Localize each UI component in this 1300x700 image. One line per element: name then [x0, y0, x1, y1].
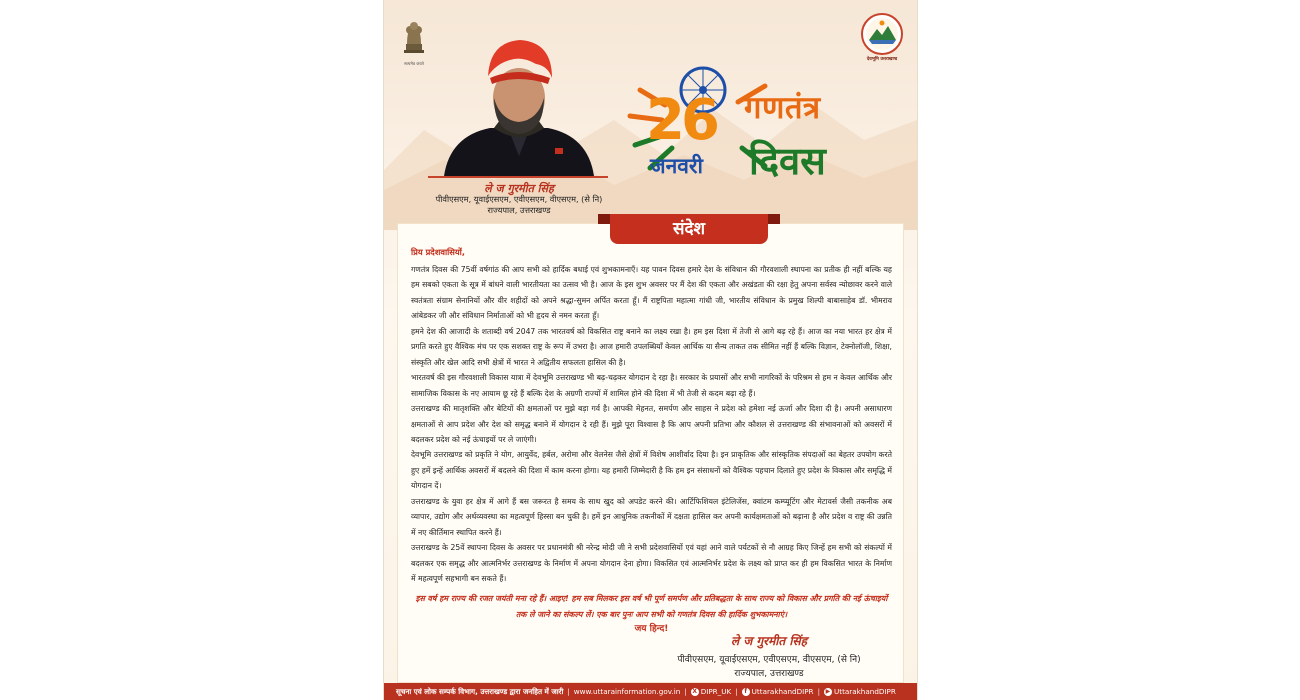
banner-fold-right — [768, 214, 780, 224]
footer-bar — [384, 683, 917, 700]
republic-day-date: 26 — [646, 88, 716, 153]
republic-day-month: जनवरी — [650, 154, 703, 178]
footer-website-link[interactable]: www.uttarainformation.gov.in — [573, 687, 681, 696]
footer-separator: | — [735, 687, 738, 696]
message-heading: संदेश — [610, 214, 768, 244]
message-salutation: प्रिय प्रदेशवासियों, — [411, 247, 465, 257]
message-paragraph: भारतवर्ष की इस गौरवशाली विकास यात्रा में देवभूमि उत्तराखण्ड भी बढ़-चढ़कर योगदान दे रहा है। सरकार के प्रयासों और सभी नागरिकों के परिश्रम से हम न केवल आर्थिक और सामाजिक विकास के नए आयाम छू रहे हैं बल्कि देश के अग्रणी राज्यों में शामिल होने की दिशा में भी तेजी से कदम बढ़ा रहे हैं। — [411, 373, 892, 398]
governor-titles: पीवीएसएम, यूवाईएसएम, एवीएसएम, वीएसएम, (से नि) — [435, 194, 603, 204]
governor-name: ले ज गुरमीत सिंह — [484, 182, 554, 195]
message-body — [411, 262, 892, 587]
governor-portrait — [430, 36, 608, 176]
footer-facebook-handle: UttarakhandDIPR — [751, 687, 814, 696]
message-paragraph: देवभूमि उत्तराखण्ड को प्रकृति ने योग, आयुर्वेद, हर्बल, अरोमा और वेलनेस जैसे क्षेत्रों में विशेष आशीर्वाद दिया है। इन प्राकृतिक और सांस्कृतिक संपदाओं का बेहतर उपयोग करते हुए हमें इन्हें आर्थिक अवसरों में बदलने की दिशा में काम करना होगा। यह हमारी जिम्मेदारी है कि हम इन संसाधनों को वैश्विक पहचान दिलाते हुए प्रदेश के विकास और समृद्धि में योगदान दें। — [411, 450, 892, 491]
jai-hind: जय हिन्द! — [634, 624, 669, 634]
signature-name: ले ज गुरमीत सिंह — [731, 634, 807, 648]
message-paragraph: हमने देश की आजादी के शताब्दी वर्ष 2047 तक भारतवर्ष को विकसित राष्ट्र बनाने का लक्ष्य रखा है। हम इस दिशा में तेजी से आगे बढ़ रहे हैं। आज का नया भारत हर क्षेत्र में प्रगति करते हुए वैश्विक मंच पर एक सशक्त राष्ट्र के रूप में उभरा है। आज हमारी उपलब्धियाँ केवल आर्थिक या सैन्य ताकत तक सीमित नहीं हैं बल्कि विज्ञान, टेक्नोलॉजी, शिक्षा, संस्कृति और खेल आदि सभी क्षेत्रों में भारत ने अद्वितीय सफलता हासिल की है। — [411, 326, 892, 367]
footer-x-link[interactable] — [691, 687, 732, 696]
footer-separator: | — [817, 687, 820, 696]
signature-titles: पीवीएसएम, यूवाईएसएम, एवीएसएम, वीएसएम, (से नि) — [677, 655, 861, 665]
emblem-caption: सत्यमेव जयते — [404, 61, 424, 66]
governor-role: राज्यपाल, उत्तराखण्ड — [487, 205, 551, 215]
republic-day-title-line1: गणतंत्र — [744, 90, 821, 126]
signature-role: राज्यपाल, उत्तराखण्ड — [734, 669, 804, 679]
national-emblem-icon — [399, 14, 429, 62]
footer-department: सूचना एवं लोक सम्पर्क विभाग, उत्तराखण्ड द्वारा जनहित में जारी — [396, 686, 564, 696]
x-icon: X — [692, 687, 697, 695]
footer-x-handle: DIPR_UK — [700, 687, 732, 696]
uttarakhand-logo-icon — [861, 13, 903, 55]
message-closing: इस वर्ष हम राज्य की रजत जयंती मना रहे हैं। आइए! हम सब मिलकर इस वर्ष भी पूर्ण समर्पण और प्रतिबद्धता के साथ राज्य को विकास और प्रगति की नई ऊंचाइयों तक ले जाने का संकल्प लें। एक बार पुनः आप सभी को गणतंत्र दिवस की हार्दिक शुभकामनाएं। — [415, 594, 888, 619]
footer-separator: | — [684, 687, 687, 696]
youtube-icon: ▶ — [825, 687, 831, 695]
message-paragraph: गणतंत्र दिवस की 75वीं वर्षगांठ की आप सभी को हार्दिक बधाई एवं शुभकामनाएँ। यह पावन दिवस हमारे देश के संविधान की गौरवशाली स्थापना का प्रतीक ही नहीं बल्कि यह हम सबको एकता के सूत्र में बांधने वाली भारतीयता का उत्सव भी है। आज के इस शुभ अवसर पर मैं देश की एकता और अखंडता की रक्षा हेतु अपना सर्वस्व न्योछावर करने वाले स्वतंत्रता संग्राम सेनानियों और वीर शहीदों को अपने श्रद्धा-सुमन अर्पित करता हूँ। मैं राष्ट्रपिता महात्मा गांधी जी, भारतीय संविधान के प्रमुख शिल्पी बाबासाहेब डॉ. भीमराव आंबेडकर जी और संविधान निर्माताओं को भी हृदय से नमन करता हूँ। — [411, 265, 892, 321]
name-underline — [428, 176, 608, 178]
footer-separator: | — [567, 687, 570, 696]
footer-facebook-link[interactable] — [742, 687, 814, 696]
state-logo-caption: देवभूमि उत्तराखण्ड — [866, 57, 898, 62]
footer-youtube-handle: UttarakhandDIPR — [833, 687, 896, 696]
message-paragraph: उत्तराखण्ड के युवा हर क्षेत्र में आगे हैं बस जरूरत है समय के साथ खुद को अपडेट करने की। आर्टिफिशियल इंटेलिजेंस, क्वांटम कम्प्यूटिंग और मेटावर्स जैसी तकनीक अब व्यापार, उद्योग और अर्थव्यवस्था का महत्वपूर्ण हिस्सा बन चुकी है। हमें इन आधुनिक तकनीकों में दक्षता हासिल कर अपनी कार्यक्षमताओं को बढ़ाना है और प्रदेश व राष्ट्र की उन्नति में नए कीर्तिमान स्थापित करने हैं। — [411, 496, 892, 537]
facebook-icon: f — [742, 688, 750, 696]
message-paragraph: उत्तराखण्ड की मातृशक्ति और बेटियों की क्षमताओं पर मुझे बड़ा गर्व है। आपकी मेहनत, समर्पण और साहस ने प्रदेश को हमेशा नई ऊर्जा और दिशा दी है। अपनी असाधारण क्षमताओं से आप प्रदेश और देश को समृद्ध बनाने में योगदान दे रही हैं। मुझे पूरा विश्वास है कि आप अपनी प्रतिभा और कौशल से उत्तराखण्ड की संभावनाओं को अवसरों में बदलकर प्रदेश को नई ऊंचाइयों पर ले जाएंगी। — [411, 404, 892, 444]
footer-youtube-link[interactable] — [824, 687, 896, 696]
message-paragraph: उत्तराखण्ड के 25वें स्थापना दिवस के अवसर पर प्रधानमंत्री श्री नरेन्द्र मोदी जी ने सभी प्रदेशवासियों एवं यहां आने वाले पर्यटकों से नौ आग्रह किए जिन्हें हम सभी को संकल्पों में बदलकर एक समृद्ध और आत्मनिर्भर उत्तराखण्ड के निर्माण में अपना योगदान देना होगा। विकसित एवं आत्मनिर्भर प्रदेश के लक्ष्य को प्राप्त कर ही हम विकसित भारत के निर्माण में महत्वपूर्ण सहभागी बन सकते हैं। — [411, 543, 892, 584]
republic-day-title-line2: दिवस — [749, 139, 826, 183]
banner-fold-left — [598, 214, 610, 224]
poster — [383, 0, 918, 700]
